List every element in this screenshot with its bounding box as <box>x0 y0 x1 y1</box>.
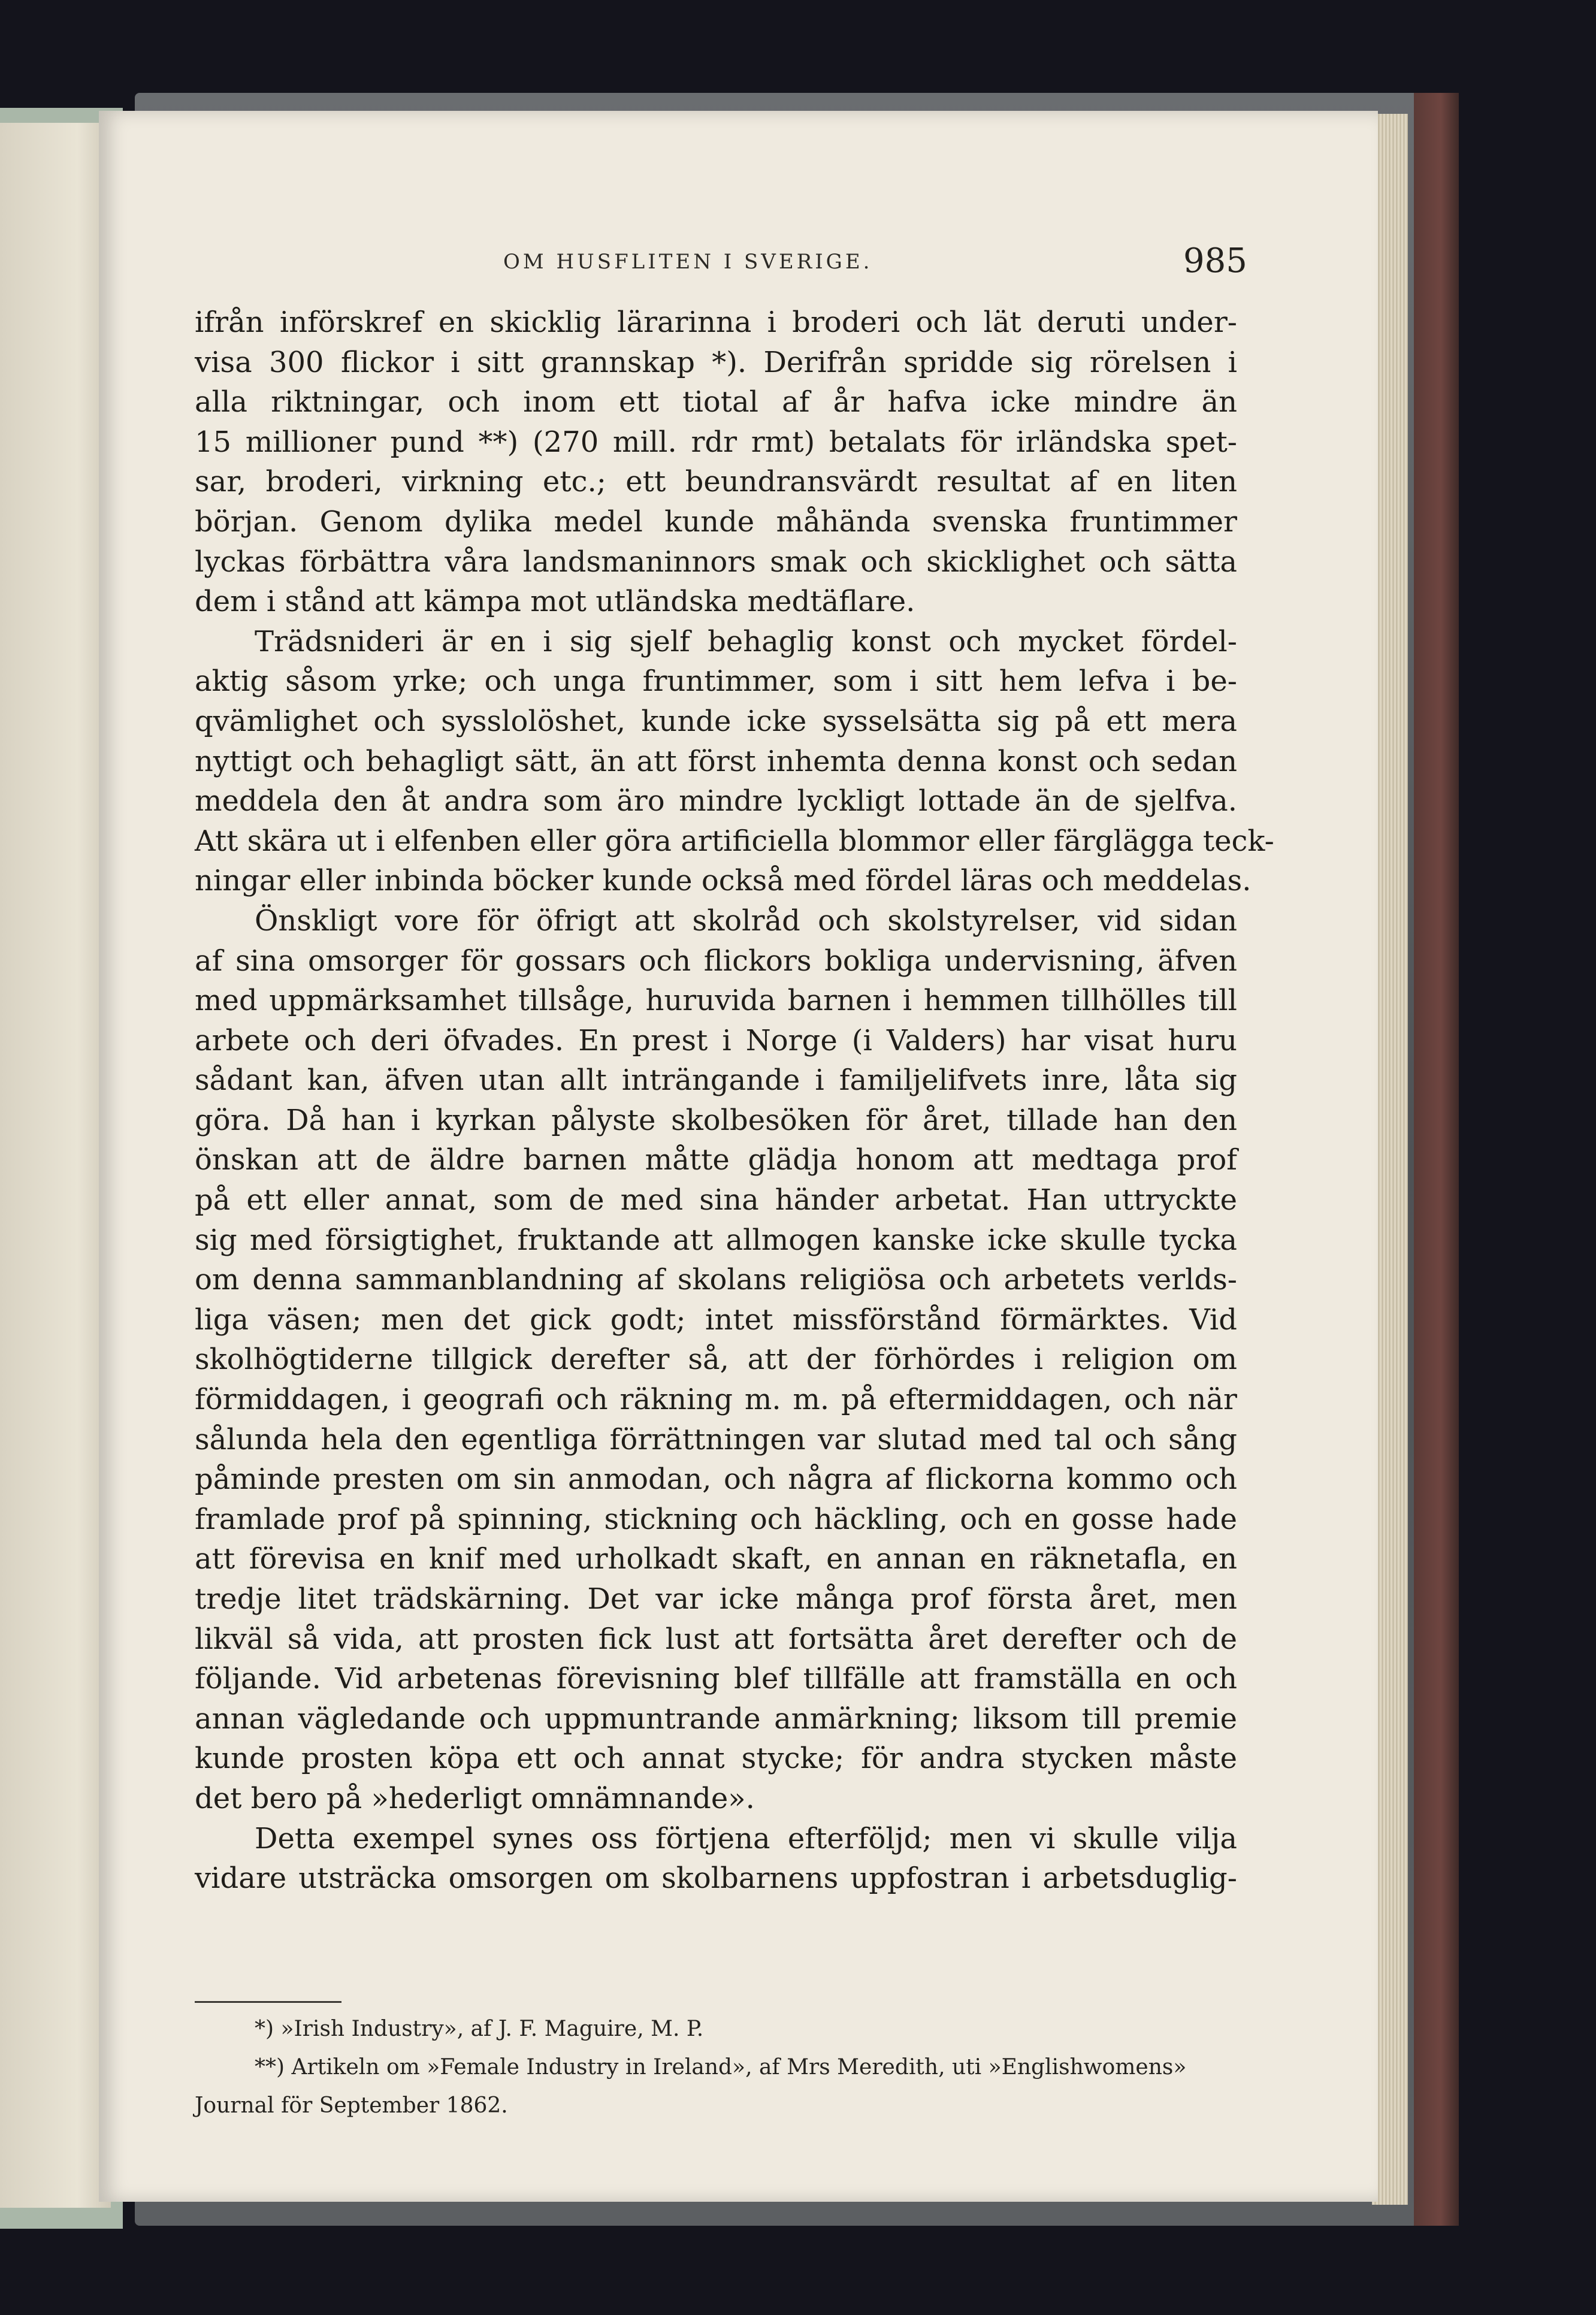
page-number: 985 <box>1183 241 1247 280</box>
text-line: annan vägledande och uppmuntrande anmärkning; liksom till premie <box>195 1702 1237 1736</box>
text-line: liga väsen; men det gick godt; intet missförstånd förmärktes. Vid <box>195 1302 1237 1337</box>
book-cover-edge <box>1414 93 1459 2226</box>
text-line: sådant kan, äfven utan allt inträngande i familjelifvets inre, låta sig <box>195 1063 1237 1098</box>
text-line: sig med försigtighet, fruktande att allmogen kanske icke skulle tycka <box>195 1223 1237 1257</box>
text-line: tredje litet trädskärning. Det var icke många prof första året, men <box>195 1582 1237 1616</box>
text-line: början. Genom dylika medel kunde måhända svenska fruntimmer <box>195 504 1237 539</box>
text-line: arbete och deri öfvades. En prest i Norge (i Valders) har visat huru <box>195 1023 1237 1057</box>
text-line: göra. Då han i kyrkan pålyste skolbesöken för året, tillade han den <box>195 1103 1237 1137</box>
text-line: sålunda hela den egentliga förrättningen var slutad med tal och sång <box>195 1422 1237 1456</box>
text-line: ifrån införskref en skicklig lärarinna i broderi och lät deruti under- <box>195 306 1237 339</box>
text-line: kunde prosten köpa ett och annat stycke; för andra stycken måste <box>195 1742 1237 1776</box>
text-line: visa 300 flickor i sitt grannskap *). Derifrån spridde sig rörelsen i <box>195 345 1237 379</box>
text-line: af sina omsorger för gossars och flickors bokliga undervisning, äfven <box>195 944 1237 978</box>
footnotes <box>195 2010 1237 2125</box>
text-line: med uppmärksamhet tillsåge, huruvida barnen i hemmen tillhölles till <box>195 984 1237 1018</box>
left-page-edge <box>0 123 111 2208</box>
text-line: att förevisa en knif med urholkadt skaft, en annan en räknetafla, en <box>195 1542 1237 1576</box>
text-line: det bero på »hederligt omnämnande». <box>195 1781 755 1815</box>
footnote-rule <box>195 2001 341 2003</box>
text-line: ningar eller inbinda böcker kunde också med fördel läras och meddelas. <box>195 864 1252 898</box>
text-line: om denna sammanblandning af skolans religiösa och arbetets verlds- <box>195 1263 1237 1297</box>
text-line: Detta exempel synes oss förtjena efterföljd; men vi skulle vilja <box>255 1821 1237 1855</box>
text-line: meddela den åt andra som äro mindre lyckligt lottade än de sjelfva. <box>195 784 1237 818</box>
text-line: önskan att de äldre barnen måtte glädja honom att medtaga prof <box>195 1143 1237 1177</box>
body-text <box>195 303 1274 1899</box>
footnote-line: *) »Irish Industry», af J. F. Maguire, M. P. <box>255 2017 704 2041</box>
text-line: förmiddagen, i geografi och räkning m. m. på eftermiddagen, och när <box>195 1383 1237 1417</box>
text-line: framlade prof på spinning, stickning och häckling, och en gosse hade <box>195 1502 1237 1536</box>
page-header <box>99 241 1378 292</box>
text-line: Trädsnideri är en i sig sjelf behaglig konst och mycket fördel- <box>255 624 1237 658</box>
footnote-line: **) Artikeln om »Female Industry in Ireland», af Mrs Meredith, uti »Englishwomens» <box>255 2055 1187 2080</box>
text-line: likväl så vida, att prosten fick lust att fortsätta året derefter och de <box>195 1622 1237 1656</box>
running-head: OM HUSFLITEN I SVERIGE. <box>503 250 873 274</box>
text-line: lyckas förbättra våra landsmaninnors smak och skicklighet och sätta <box>195 545 1237 579</box>
text-line: på ett eller annat, som de med sina händer arbetat. Han uttryckte <box>195 1183 1237 1217</box>
text-line: påminde presten om sin anmodan, och några af flickorna kommo och <box>195 1462 1237 1497</box>
text-line: vidare utsträcka omsorgen om skolbarnens uppfostran i arbetsduglig- <box>195 1861 1237 1896</box>
text-line: Önskligt vore för öfrigt att skolråd och skolstyrelser, vid sidan <box>255 903 1237 938</box>
text-line: sar, broderi, virkning etc.; ett beundransvärdt resultat af en liten <box>195 465 1237 499</box>
text-line: qvämlighet och sysslolöshet, kunde icke sysselsätta sig på ett mera <box>195 704 1237 738</box>
text-line: följande. Vid arbetenas förevisning blef tillfälle att framställa en och <box>195 1662 1237 1696</box>
text-line: aktig såsom yrke; och unga fruntimmer, som i sitt hem lefva i be- <box>195 664 1237 699</box>
text-line: skolhögtiderne tillgick derefter så, att der förhördes i religion om <box>195 1343 1237 1377</box>
text-line: nyttigt och behagligt sätt, än att först inhemta denna konst och sedan <box>195 744 1237 778</box>
text-line: dem i stånd att kämpa mot utländska medtäflare. <box>195 585 915 619</box>
text-line: 15 millioner pund **) (270 mill. rdr rmt) betalats för irländska spet- <box>195 425 1237 459</box>
text-line: Att skära ut i elfenben eller göra artificiella blommor eller färglägga teck- <box>195 824 1274 858</box>
footnote-line: Journal för September 1862. <box>195 2093 508 2118</box>
text-line: alla riktningar, och inom ett tiotal af år hafva icke mindre än <box>195 385 1237 419</box>
book-page <box>99 111 1378 2202</box>
